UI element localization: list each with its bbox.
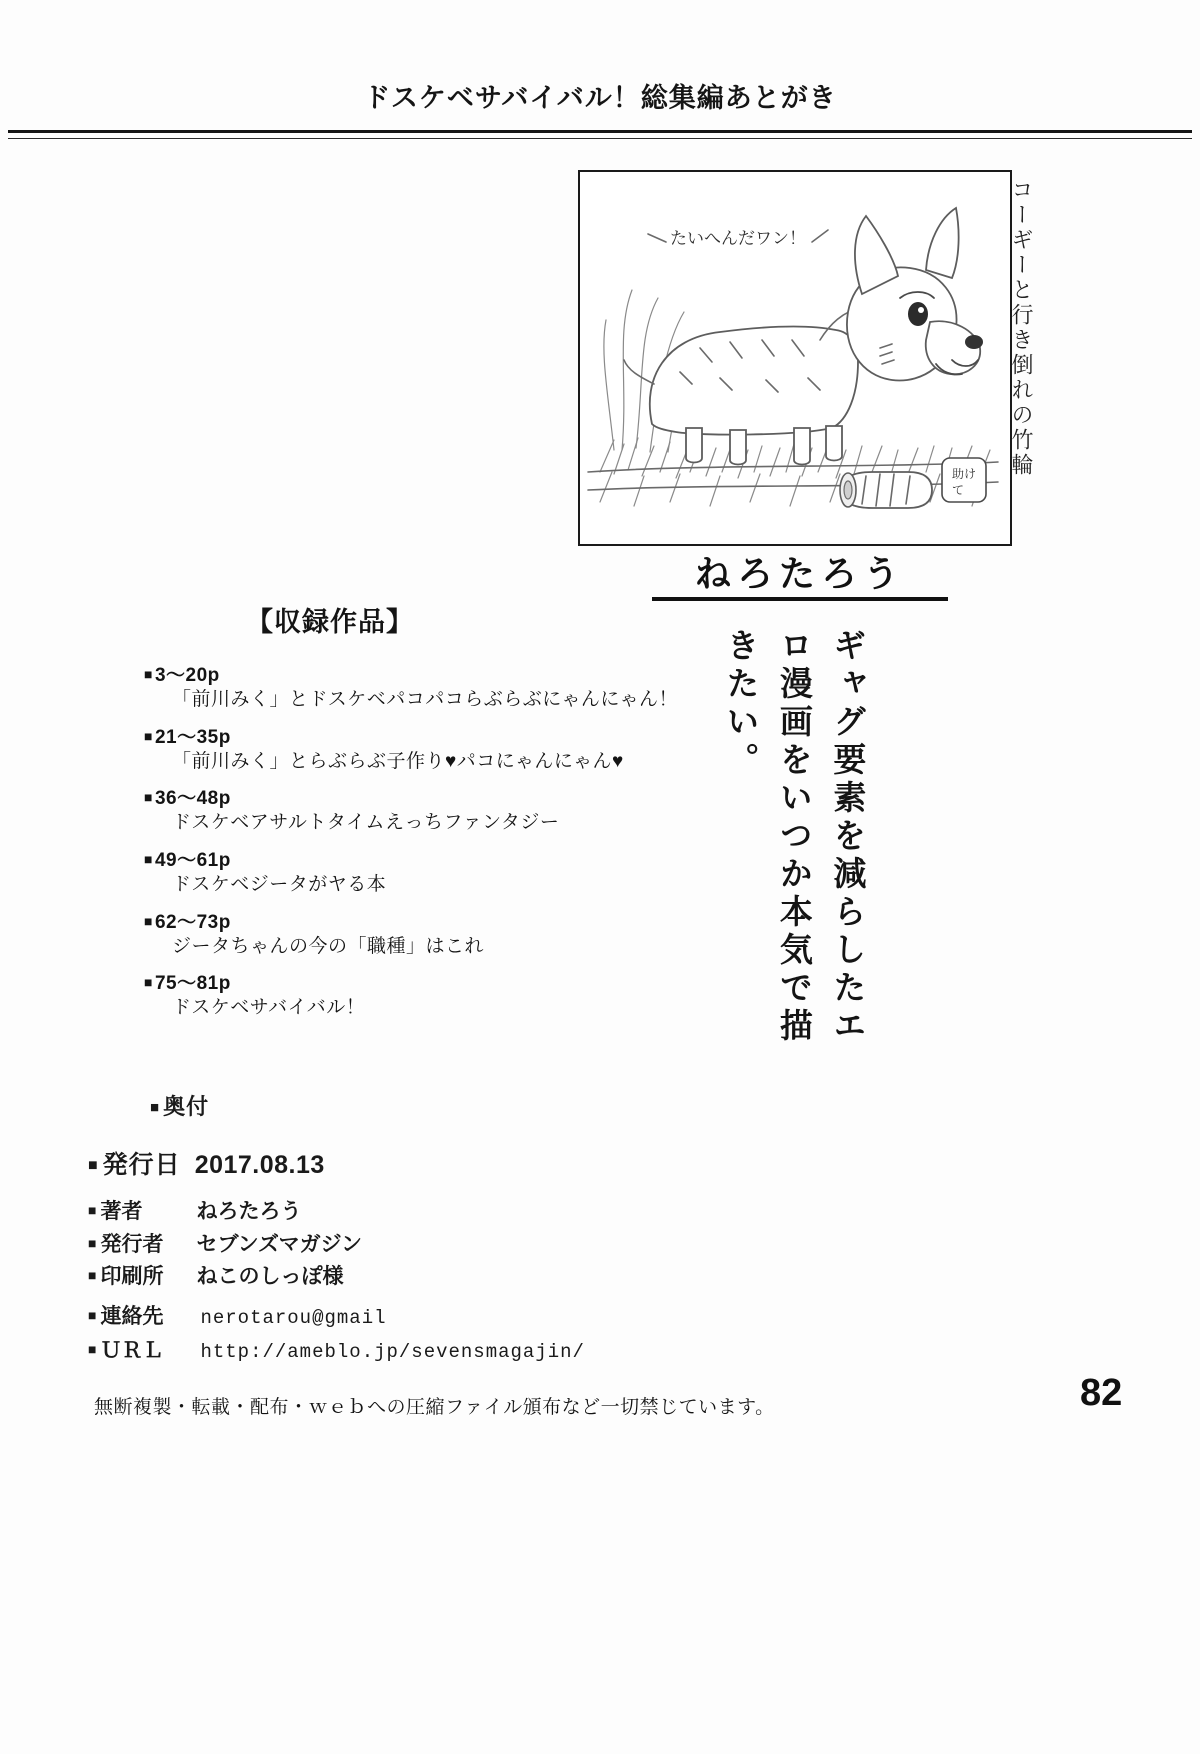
contents-title: ドスケベジータがヤる本	[172, 873, 387, 895]
list-item	[144, 660, 704, 713]
author-name: ねろたろう	[694, 553, 905, 594]
square-bullet-icon: ■	[88, 1340, 97, 1357]
colophon-heading	[150, 1090, 209, 1121]
contents-range-text: 62〜73p	[154, 911, 231, 933]
credit-label: 印刷所	[100, 1265, 164, 1289]
list-item	[144, 907, 704, 960]
credit-value: ねこのしっぽ様	[196, 1265, 344, 1289]
publication-date-value: 2017.08.13	[194, 1151, 325, 1179]
square-bullet-icon: ■	[88, 1234, 97, 1251]
contents-range	[144, 845, 704, 872]
contents-title: 「前川みく」とドスケベパコパコらぶらぶにゃんにゃん！	[172, 689, 679, 710]
contents-range	[144, 783, 704, 810]
credit-label: 発行者	[100, 1232, 164, 1256]
square-bullet-icon: ■	[144, 974, 153, 991]
contents-title: 「前川みく」とらぶらぶ子作り♥パコにゃんにゃん♥	[172, 750, 624, 772]
page-number: 82	[1080, 1372, 1123, 1414]
header-divider-secondary	[8, 138, 1192, 139]
contact-block	[88, 1300, 585, 1367]
header-divider	[8, 130, 1192, 133]
credit-row	[88, 1261, 362, 1294]
illustration-caption: コーギーと行き倒れの竹輪	[1008, 178, 1033, 478]
square-bullet-icon: ■	[144, 789, 153, 806]
square-bullet-icon: ■	[144, 727, 153, 744]
contents-range	[144, 968, 704, 995]
square-bullet-icon: ■	[88, 1267, 97, 1284]
square-bullet-icon: ■	[88, 1157, 99, 1174]
credits-block	[88, 1196, 362, 1294]
dog-speech-text: たいへんだワン！	[670, 229, 806, 249]
credit-label: 著者	[100, 1200, 143, 1223]
square-bullet-icon: ■	[150, 1099, 161, 1116]
square-bullet-icon: ■	[88, 1307, 97, 1323]
svg-text:て: て	[952, 483, 965, 497]
contents-range	[144, 907, 704, 934]
credit-row	[88, 1229, 362, 1262]
credit-value: セブンズマガジン	[196, 1232, 363, 1256]
list-item	[144, 968, 704, 1021]
contents-range	[144, 722, 704, 749]
copyright-notice: 無断複製・転載・配布・ｗｅｂへの圧縮ファイル頒布など一切禁じています。	[94, 1397, 775, 1418]
square-bullet-icon: ■	[88, 1202, 97, 1218]
contents-range-text: 75〜81p	[154, 973, 231, 995]
contents-range-text: 3〜20p	[154, 665, 220, 686]
page-title: ドスケベサバイバル！総集編あとがき	[363, 83, 837, 113]
contact-email[interactable]: nerotarou@gmail	[200, 1307, 387, 1329]
square-bullet-icon: ■	[144, 912, 153, 929]
contents-heading: 【収録作品】	[246, 607, 414, 637]
list-item	[144, 783, 704, 836]
credit-value: ねろたろう	[196, 1200, 302, 1223]
contents-range	[144, 660, 704, 687]
contact-url[interactable]: http://ameblo.jp/sevensmagajin/	[200, 1340, 585, 1363]
publication-date-label: 発行日	[102, 1151, 181, 1179]
contents-range-text: 21〜35p	[154, 726, 231, 748]
svg-text:助け: 助け	[952, 467, 977, 481]
colophon-heading-text: 奥付	[163, 1094, 210, 1119]
square-bullet-icon: ■	[144, 666, 153, 682]
contents-title: ジータちゃんの今の「職種」はこれ	[172, 935, 485, 957]
list-item	[144, 722, 704, 775]
contents-range-text: 36〜48p	[154, 788, 231, 810]
contact-row	[88, 1334, 585, 1368]
credit-row	[88, 1196, 362, 1229]
list-item	[144, 845, 704, 898]
contact-row	[88, 1300, 585, 1334]
contact-label: 連絡先	[100, 1305, 164, 1328]
contact-label: ＵＲＬ	[100, 1338, 164, 1362]
author-tagline: ギャグ要素を減らしたエロ漫画をいつか本気で描きたい。	[722, 628, 867, 1046]
square-bullet-icon: ■	[144, 850, 153, 867]
contents-range-text: 49〜61p	[154, 849, 231, 871]
publication-date	[88, 1145, 325, 1181]
contents-list	[144, 660, 704, 1030]
author-underline	[652, 597, 948, 601]
contents-title: ドスケベアサルトタイムえっちファンタジー	[172, 812, 560, 834]
contents-title: ドスケベサバイバル！	[172, 997, 366, 1019]
